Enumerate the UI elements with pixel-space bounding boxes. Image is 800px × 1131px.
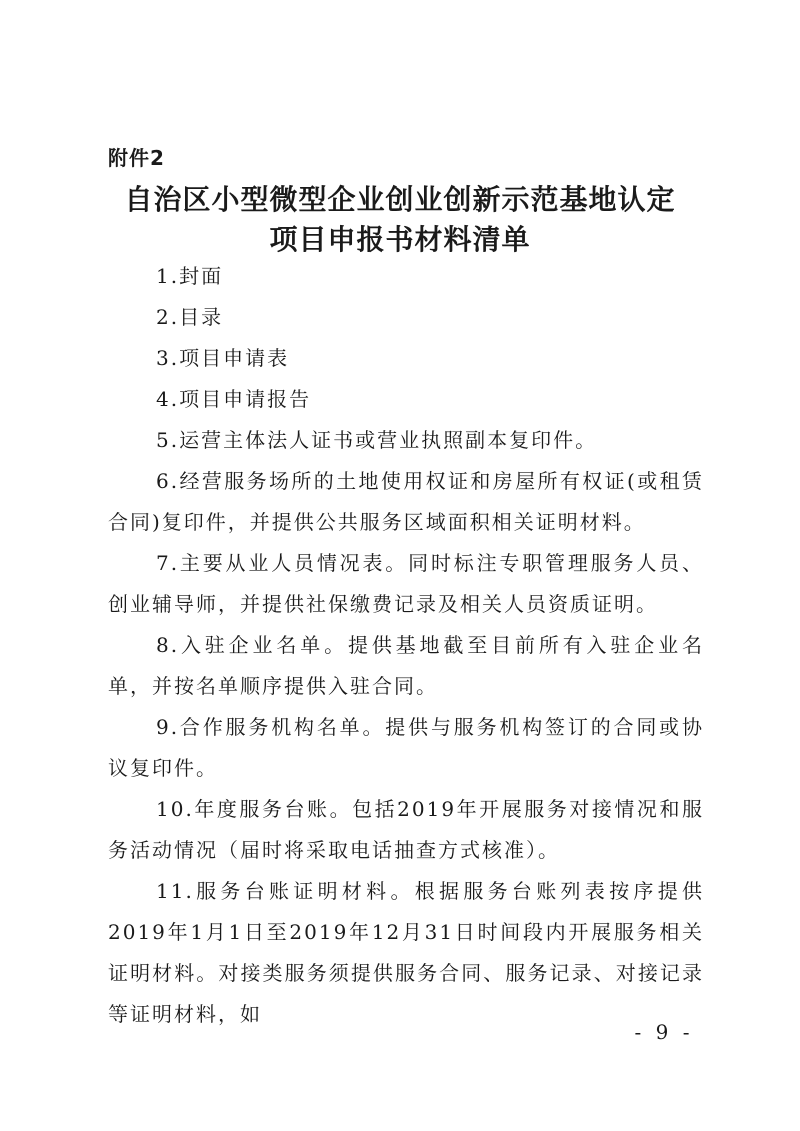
list-item: 10.年度服务台账。包括2019年开展服务对接情况和服务活动情况（届时将采取电话抽查方式核准）。 (108, 797, 704, 862)
list-item: 6.经营服务场所的土地使用权证和房屋所有权证(或租赁合同)复印件，并提供公共服务区域面积相关证明材料。 (108, 469, 704, 534)
list-item: 1.封面 (156, 264, 224, 288)
list-item: 2.目录 (156, 305, 224, 329)
document-title-line-1: 自治区小型微型企业创业创新示范基地认定 (124, 183, 676, 216)
attachment-label: 附件2 (108, 146, 165, 170)
list-item: 4.项目申请报告 (156, 387, 312, 411)
list-item: 3.项目申请表 (156, 346, 290, 370)
list-item: 7.主要从业人员情况表。同时标注专职管理服务人员、创业辅导师，并提供社保缴费记录及相关人员资质证明。 (108, 551, 704, 616)
list-item: 8.入驻企业名单。提供基地截至目前所有入驻企业名单，并按名单顺序提供入驻合同。 (108, 633, 704, 698)
document-title-line-2: 项目申报书材料清单 (269, 223, 531, 256)
list-item: 11.服务台账证明材料。根据服务台账列表按序提供2019年1月1日至2019年12月31日时间段内开展服务相关证明材料。对接类服务须提供服务合同、服务记录、对接记录等证明材料，如 (108, 879, 704, 1026)
materials-list (108, 256, 704, 1035)
page-number: - 9 - (634, 1020, 694, 1044)
list-item: 5.运营主体法人证书或营业执照副本复印件。 (156, 428, 598, 452)
list-item: 9.合作服务机构名单。提供与服务机构签订的合同或协议复印件。 (108, 715, 704, 780)
